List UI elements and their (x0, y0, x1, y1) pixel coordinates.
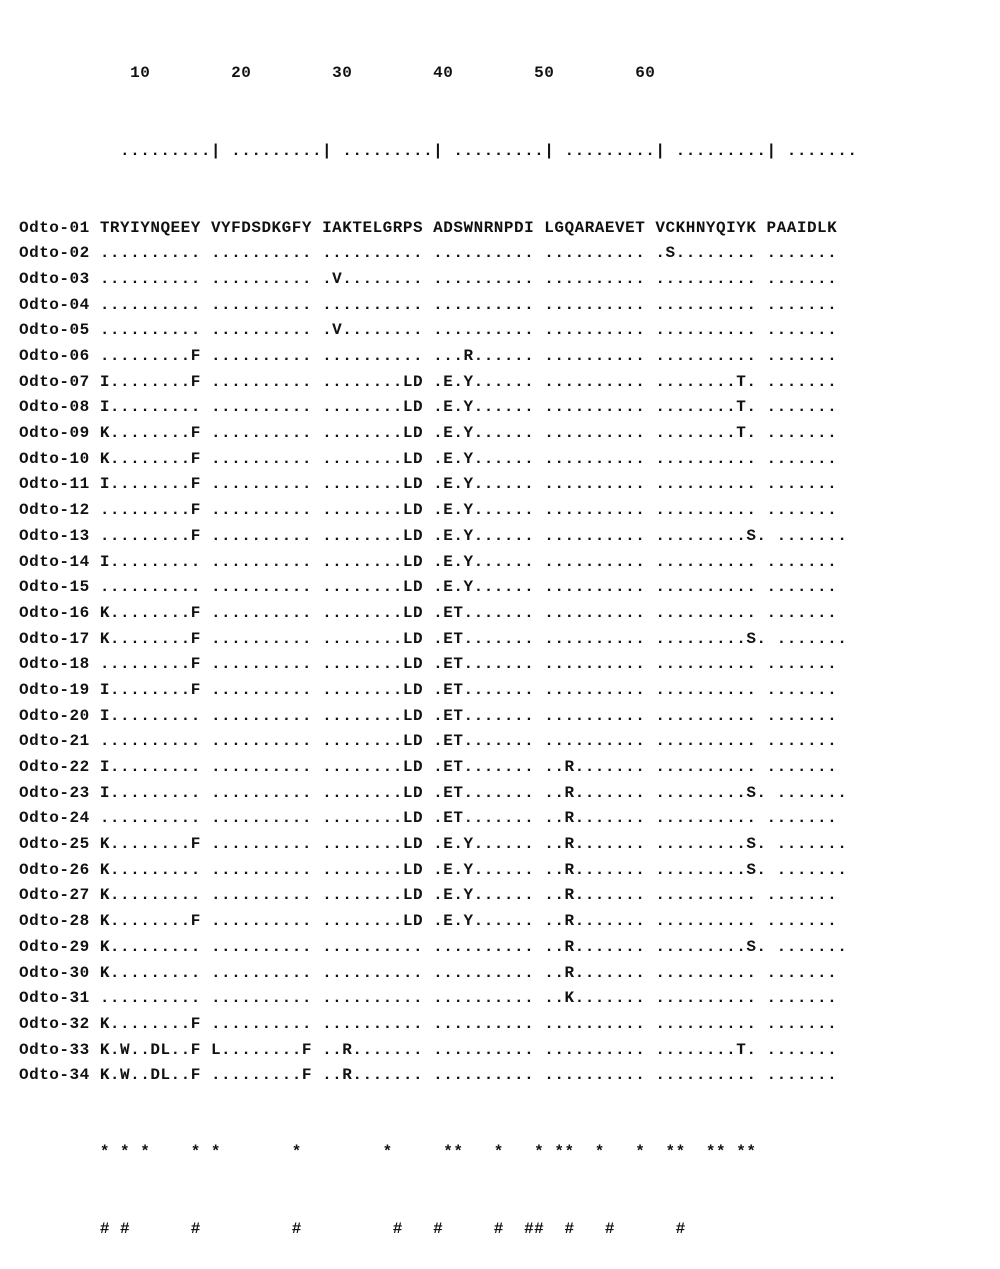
sequence-residues: I......... .......... ........LD .E.Y...... .......... ........T. ....... (99, 398, 838, 417)
sequence-row (19, 781, 857, 807)
sequence-residues: I........F .......... ........LD .E.Y...... .......... ........T. ....... (99, 372, 838, 391)
sequence-row (19, 1012, 857, 1038)
sequence-name: Odto-10 (19, 449, 90, 468)
sequence-residues: I........F .......... ........LD .ET....... .......... .......... ....... (99, 680, 838, 699)
sequence-name: Odto-23 (19, 783, 90, 802)
sequence-row (19, 344, 857, 370)
sequence-name: Odto-19 (19, 680, 90, 699)
sequence-row (19, 832, 857, 858)
sequence-residues: K........F .......... ........LD .E.Y...... .......... ........T. ....... (99, 424, 838, 443)
sequence-row (19, 575, 857, 601)
sequence-name: Odto-03 (19, 269, 90, 288)
sequence-name: Odto-14 (19, 552, 90, 571)
sequence-name: Odto-20 (19, 706, 90, 725)
sequence-name: Odto-16 (19, 603, 90, 622)
position-ruler-numbers: 10 20 30 40 50 60 (19, 64, 656, 83)
sequence-row (19, 986, 857, 1012)
sequence-name: Odto-06 (19, 347, 90, 366)
sequence-row (19, 216, 857, 242)
sequence-residues: K.W..DL..F .........F ..R....... .......... .......... .......... ....... (99, 1066, 838, 1085)
sequence-residues: .......... .......... .V........ .......... .......... .......... ....... (99, 269, 838, 288)
sequence-row (19, 370, 857, 396)
sequence-residues: K......... .......... .......... .......... ..R....... .........S. ....... (99, 937, 848, 956)
sequence-row (19, 935, 857, 961)
sequence-row (19, 678, 857, 704)
sequence-row (19, 421, 857, 447)
sequence-residues: .........F .......... ........LD .E.Y...... .......... .........S. ....... (99, 526, 848, 545)
sequence-name: Odto-15 (19, 578, 90, 597)
position-ruler-ticks: .........| .........| .........| .........| .........| .........| ....... (19, 141, 858, 160)
sequence-name: Odto-32 (19, 1014, 90, 1033)
sequence-name: Odto-12 (19, 501, 90, 520)
sequence-residues: I......... .......... ........LD .ET....... .......... .......... ....... (99, 706, 838, 725)
sequence-residues: .......... .......... .......... .......... .......... .S........ ....... (99, 244, 838, 263)
sequence-alignment (19, 10, 857, 1269)
sequence-name: Odto-17 (19, 629, 90, 648)
sequence-residues: K........F .......... ........LD .E.Y...... .......... .......... ....... (99, 449, 838, 468)
sequence-row (19, 318, 857, 344)
sequence-row (19, 601, 857, 627)
sequence-residues: .......... .......... ........LD .ET....... .......... .......... ....... (99, 732, 838, 751)
sequence-row (19, 395, 857, 421)
sequence-residues: I........F .......... ........LD .E.Y...... .......... .......... ....... (99, 475, 838, 494)
sequence-row (19, 729, 857, 755)
sequence-row (19, 293, 857, 319)
sequence-residues: K......... .......... ........LD .E.Y...... ..R....... .........S. ....... (99, 860, 848, 879)
sequence-residues: K........F .......... ........LD .E.Y...... ..R....... .......... ....... (99, 912, 838, 931)
sequence-residues: I......... .......... ........LD .ET....... ..R....... .......... ....... (99, 758, 838, 777)
sequence-residues: .......... .......... .V........ .......... .......... .......... ....... (99, 321, 838, 340)
sequence-row (19, 472, 857, 498)
sequence-name: Odto-01 (19, 218, 90, 237)
sequence-name: Odto-07 (19, 372, 90, 391)
sequence-name: Odto-26 (19, 860, 90, 879)
sequence-name: Odto-30 (19, 963, 90, 982)
sequence-residues: .........F .......... ........LD .ET....... .......... .......... ....... (99, 655, 838, 674)
sequence-row (19, 755, 857, 781)
sequence-residues: K........F .......... ........LD .ET....... .......... .......... ....... (99, 603, 838, 622)
sequence-residues: .........F .......... ........LD .E.Y...... .......... .......... ....... (99, 501, 838, 520)
sequence-name: Odto-34 (19, 1066, 90, 1085)
sequence-name: Odto-18 (19, 655, 90, 674)
sequence-name: Odto-13 (19, 526, 90, 545)
sequence-residues: K........F .......... .......... .......... .......... .......... ....... (99, 1014, 838, 1033)
sequence-residues: TRYIYNQEEY VYFDSDKGFY IAKTELGRPS ADSWNRNPDI LGQARAEVET VCKHNYQIYK PAAIDLK (99, 218, 838, 237)
sequence-name: Odto-27 (19, 886, 90, 905)
sequence-row (19, 1063, 857, 1089)
sequence-residues: I......... .......... ........LD .E.Y...... .......... .......... ....... (99, 552, 838, 571)
sequence-row (19, 267, 857, 293)
sequence-row (19, 858, 857, 884)
sequence-name: Odto-24 (19, 809, 90, 828)
sequence-name: Odto-11 (19, 475, 90, 494)
sequence-name: Odto-05 (19, 321, 90, 340)
sequence-row (19, 806, 857, 832)
sequence-residues: K......... .......... ........LD .E.Y...... ..R....... .......... ....... (99, 886, 838, 905)
sequence-residues: K......... .......... .......... .......... ..R....... .......... ....... (99, 963, 838, 982)
sequence-name: Odto-21 (19, 732, 90, 751)
sequence-residues: K........F .......... ........LD .E.Y...... ..R....... .........S. ....... (99, 835, 848, 854)
sequence-rows (19, 216, 857, 1089)
sequence-residues: K.W..DL..F L........F ..R....... .......... .......... ........T. ....... (99, 1040, 838, 1059)
sequence-row (19, 883, 857, 909)
sequence-residues: K........F .......... ........LD .ET....... .......... .........S. ....... (99, 629, 848, 648)
sequence-name: Odto-08 (19, 398, 90, 417)
sequence-residues: I......... .......... ........LD .ET....... ..R....... .........S. ....... (99, 783, 848, 802)
sequence-row (19, 1038, 857, 1064)
sequence-row (19, 627, 857, 653)
sequence-name: Odto-31 (19, 989, 90, 1008)
sequence-row (19, 652, 857, 678)
sequence-name: Odto-09 (19, 424, 90, 443)
sequence-name: Odto-33 (19, 1040, 90, 1059)
sequence-row (19, 447, 857, 473)
sequence-residues: .......... .......... .......... .......... .......... .......... ....... (99, 295, 838, 314)
conservation-stars-row: * * * * * * * ** * * ** * * ** ** ** (19, 1143, 757, 1162)
sequence-residues: .......... .......... ........LD .E.Y...... .......... .......... ....... (99, 578, 838, 597)
sequence-name: Odto-04 (19, 295, 90, 314)
sequence-name: Odto-02 (19, 244, 90, 263)
sequence-row (19, 241, 857, 267)
sequence-row (19, 704, 857, 730)
sequence-residues: .......... .......... ........LD .ET....... ..R....... .......... ....... (99, 809, 838, 828)
sequence-name: Odto-22 (19, 758, 90, 777)
sequence-name: Odto-28 (19, 912, 90, 931)
sequence-name: Odto-25 (19, 835, 90, 854)
sequence-residues: .........F .......... .......... ...R...... .......... .......... ....... (99, 347, 838, 366)
sequence-name: Odto-29 (19, 937, 90, 956)
sequence-residues: .......... .......... .......... .......... ..K....... .......... ....... (99, 989, 838, 1008)
sequence-row (19, 961, 857, 987)
sequence-row (19, 550, 857, 576)
sequence-row (19, 498, 857, 524)
conservation-hash-row: # # # # # # # ## # # # (19, 1220, 686, 1239)
sequence-row (19, 909, 857, 935)
sequence-row (19, 524, 857, 550)
